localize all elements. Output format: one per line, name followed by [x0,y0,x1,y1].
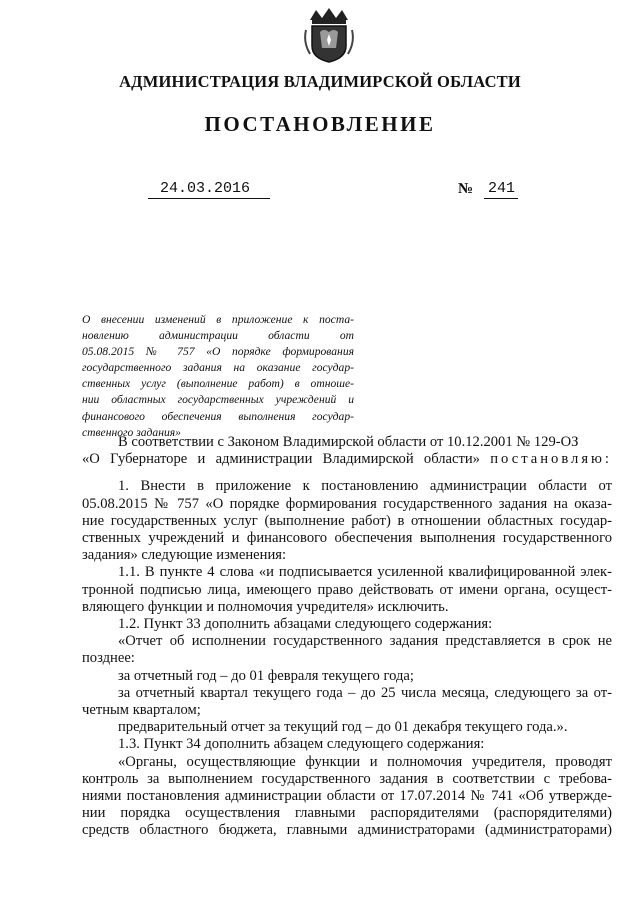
subject-line: ственного задания» [82,425,181,439]
decree-word: постановляю: [490,451,612,468]
preamble-line: В соответствии с Законом Владимирской области от 10.12.2001 № 129-ОЗ [118,434,579,450]
coat-of-arms-icon [302,6,356,64]
document-number: 241 [484,180,518,199]
body-line: нии порядка осуществления главными распорядителями (распорядителями) [82,805,612,822]
subject-line: 05.08.2015 № 757 «О порядке формирования [82,345,354,359]
body-line: ниями постановления администрации области от 17.07.2014 № 741 «Об утвержде- [82,788,612,805]
document-date: 24.03.2016 [148,180,270,199]
preamble-law-title: «О Губернаторе и администрации Владимирской области» [82,451,480,468]
subject-line: нии областных государственных учреждений и [82,393,354,407]
body-line: за отчетный год – до 01 февраля текущего года; [118,667,414,684]
body-line: контроль за выполнением государственного задания в соответствии с требова- [82,770,612,787]
body-line: 1. Внести в приложение к постановлению администрации области от [118,478,612,495]
body-line: 1.3. Пункт 34 дополнить абзацем следующего содержания: [118,736,485,753]
body-line: задания» следующие изменения: [82,547,287,564]
document-type-title: ПОСТАНОВЛЕНИЕ [204,112,436,136]
organization-title: АДМИНИСТРАЦИЯ ВЛАДИМИРСКОЙ ОБЛАСТИ [119,72,521,91]
body-line: за отчетный квартал текущего года – до 25 числа месяца, следующего за от- [118,684,612,701]
body-line: средств областного бюджета, главными администраторами (администраторами) [82,822,612,839]
body-line: 05.08.2015 № 757 «О порядке формирования государственного задания на оказа- [82,495,612,512]
subject-line: финансового обеспечения выполнения государ- [82,409,354,423]
document-body [82,434,612,840]
document-subject [82,312,354,441]
body-line: четным кварталом; [82,702,201,719]
body-line: позднее: [82,650,135,667]
subject-line: О внесении изменений в приложение к поста- [82,313,354,326]
body-line: «Отчет об исполнении государственного задания представляется в срок не [118,633,612,650]
preamble-line [82,451,612,468]
subject-line: ственных услуг (выполнение работ) в отноше- [82,377,354,391]
body-line: вляющего функции и полномочия учредителя» исключить. [82,598,449,615]
body-line: тронной подписью лица, имеющего право действовать от имени органа, осущест- [82,581,612,598]
body-line: ственных учреждений и финансового обеспечения выполнения государственного [82,530,612,547]
body-line: «Органы, осуществляющие функции и полномочия учредителя, проводят [118,753,612,770]
document-number-label: № [458,181,474,197]
body-line: 1.1. В пункте 4 слова «и подписывается усиленной квалифицированной элек- [118,564,612,581]
body-line: 1.2. Пункт 33 дополнить абзацами следующего содержания: [118,616,493,633]
subject-line: государственного задания на оказание государ- [82,361,354,375]
subject-line: новлению администрации области от [82,329,354,343]
body-line: предварительный отчет за текущий год – до 01 декабря текущего года.». [118,719,568,736]
body-line: ние государственных услуг (выполнение работ) в отношении областных государ- [82,512,612,529]
